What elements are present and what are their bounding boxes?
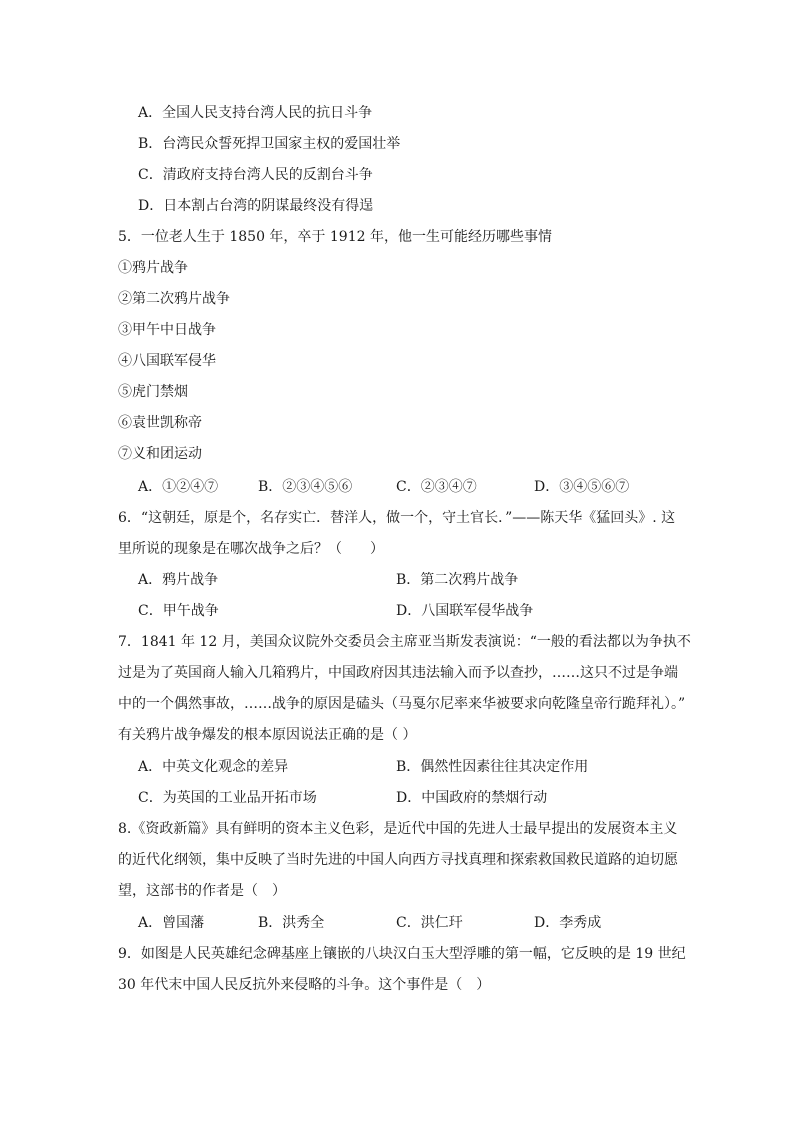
q8-stem-line-3: 望，这部书的作者是（ ） [118,883,286,899]
q7-stem-line-1: 7．1841 年 12 月，美国众议院外交委员会主席亚当斯发表演说：“一般的看法都以为争执不 [118,634,691,650]
q7-stem-line-3: 中的一个偶然事故，……战争的原因是磕头（马戛尔尼率来华被要求向乾隆皇帝行跪拜礼）。” [118,696,686,712]
q4-option-b: B．台湾民众誓死捍卫国家主权的爱国壮举 [138,136,401,152]
q5-item-3: ③甲午中日战争 [118,322,216,338]
q4-option-a: A．全国人民支持台湾人民的抗日斗争 [138,105,373,121]
q5-option-c: C．②③④⑦ [396,479,477,495]
q7-option-d: D．中国政府的禁烟行动 [396,790,548,806]
q6-option-b: B．第二次鸦片战争 [396,572,519,588]
q8-stem-line-1: 8.《资政新篇》具有鲜明的资本主义色彩，是近代中国的先进人士最早提出的发展资本主义 [118,821,678,837]
q5-option-a: A．①②④⑦ [138,479,219,495]
q4-option-c: C．清政府支持台湾人民的反割台斗争 [138,167,373,183]
q6-stem-line-1: 6．“这朝廷，原是个，名存实亡．替洋人，做一个，守土官长．”——陈天华《猛回头》. 这 [118,510,676,526]
q5-item-2: ②第二次鸦片战争 [118,291,230,307]
q8-stem-line-2: 的近代化纲领，集中反映了当时先进的中国人向西方寻找真理和探索救国救民道路的迫切愿 [118,852,678,868]
q8-option-c: C．洪仁玕 [396,915,463,931]
q6-option-c: C．甲午战争 [138,603,219,619]
q5-item-5: ⑤虎门禁烟 [118,384,188,400]
q7-stem-line-4: 有关鸦片战争爆发的根本原因说法正确的是（ ） [118,727,417,743]
q7-option-a: A．中英文化观念的差异 [138,759,289,775]
q5-item-7: ⑦义和团运动 [118,446,202,462]
q7-option-c: C．为英国的工业品开拓市场 [138,790,317,806]
q7-stem-line-2: 过是为了英国商人输入几箱鸦片，中国政府因其违法输入而予以查抄，……这只不过是争端 [118,665,678,681]
q5-option-d: D．③④⑤⑥⑦ [534,479,630,495]
q5-item-6: ⑥袁世凯称帝 [118,415,202,431]
q6-option-a: A．鸦片战争 [138,572,219,588]
q9-stem-line-2: 30 年代末中国人民反抗外来侵略的斗争。这个事件是（ ） [118,977,491,993]
q8-option-a: A．曾国藩 [138,915,205,931]
q8-option-d: D．李秀成 [534,915,602,931]
q6-stem-line-2: 里所说的现象是在哪次战争之后？（ ） [118,541,384,557]
q5-option-b: B．②③④⑤⑥ [258,479,353,495]
q6-option-d: D．八国联军侵华战争 [396,603,534,619]
q8-option-b: B．洪秀全 [258,915,325,931]
q5-item-4: ④八国联军侵华 [118,353,216,369]
q5-item-1: ①鸦片战争 [118,260,188,276]
q9-stem-line-1: 9．如图是人民英雄纪念碑基座上镶嵌的八块汉白玉大型浮雕的第一幅，它反映的是 19 世纪 [118,946,686,962]
q4-option-d: D．日本割占台湾的阴谋最终没有得逞 [138,198,374,214]
q7-option-b: B．偶然性因素往往其决定作用 [396,759,589,775]
q5-stem: 5．一位老人生于 1850 年，卒于 1912 年，他一生可能经历哪些事情 [118,229,552,245]
